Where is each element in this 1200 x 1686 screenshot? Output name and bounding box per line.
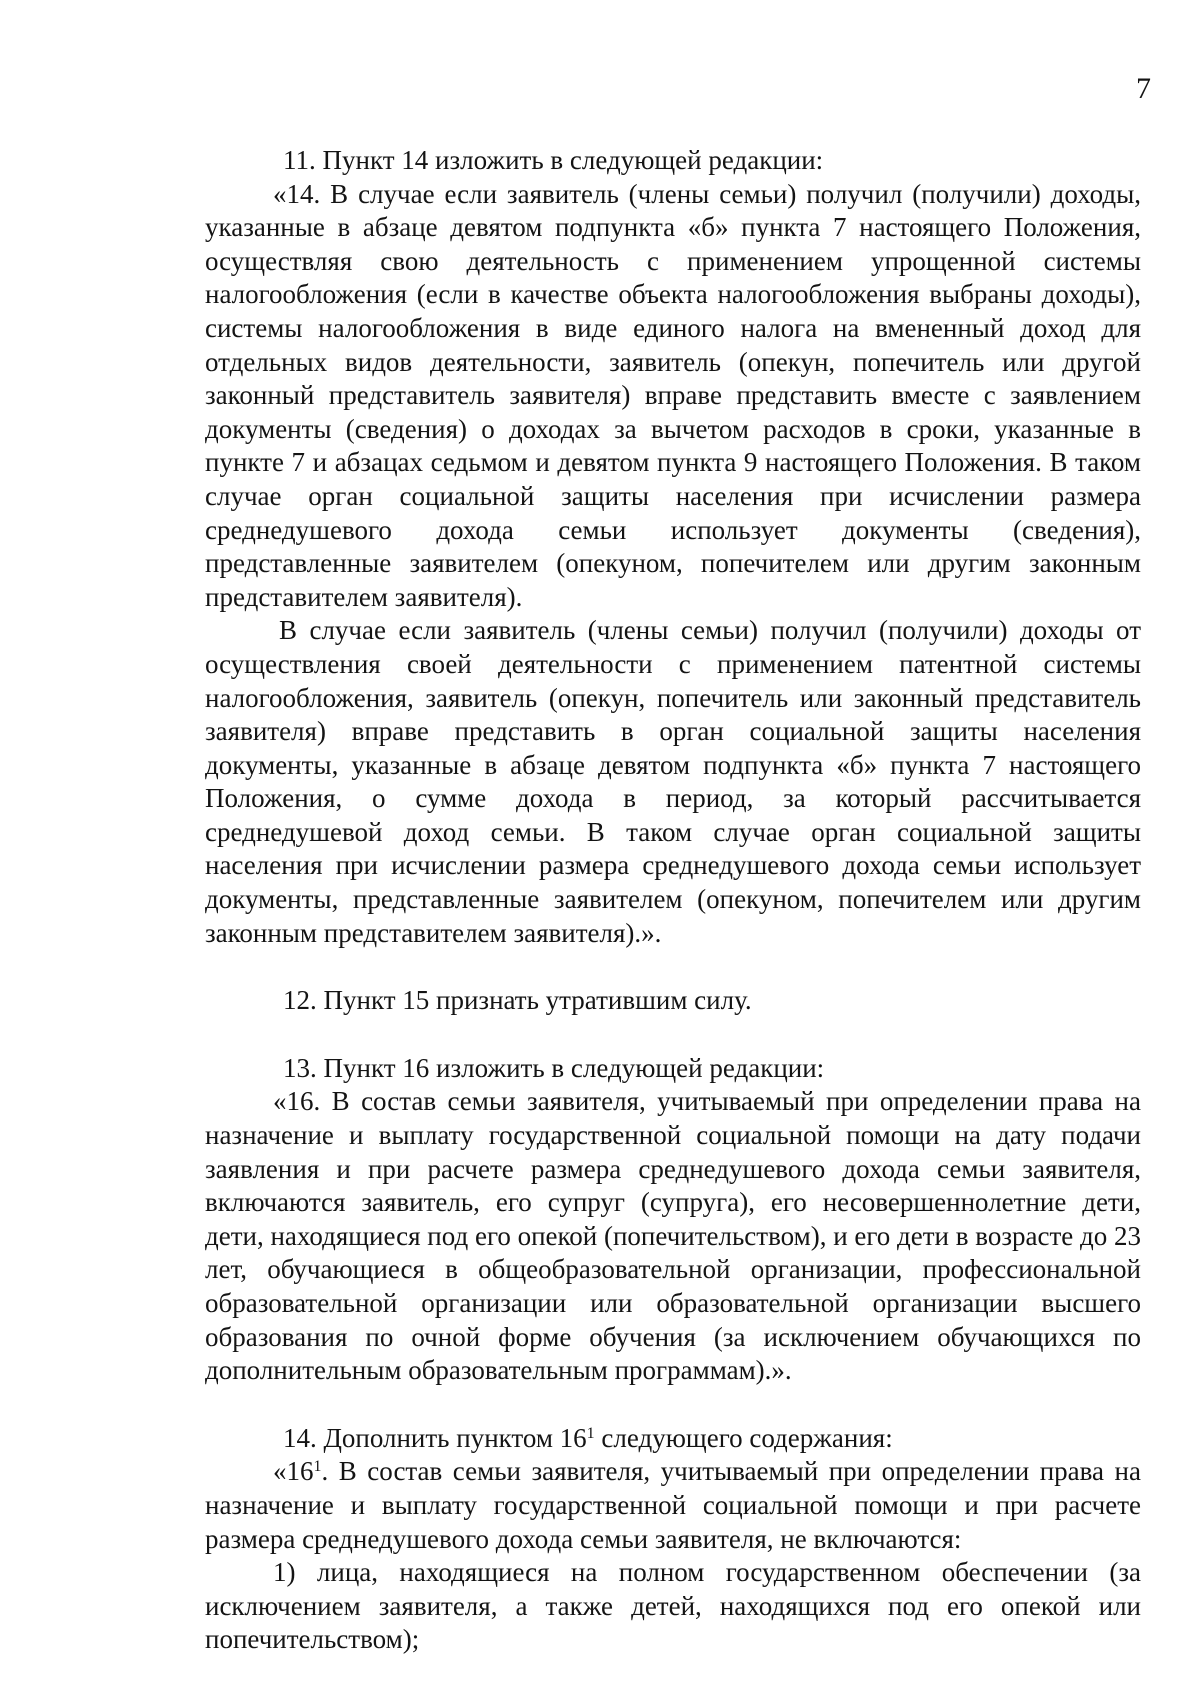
item-14-heading-text: 14. Дополнить пунктом 16 (283, 1422, 587, 1453)
item-11-paragraph-1: «14. В случае если заявитель (члены семьи) получил (получили) доходы, указанные в абзаце девятом подпункта «б» пункта 7 настоящего Положения, осуществляя свою деятельность с применением упрощенной системы налогообложения (если в качестве объекта налогообложения выбраны доходы), системы налогообложения в виде единого налога на вмененный доход для отдельных видов деятельности, заявитель (опекун, попечитель или другой законный представитель заявителя) вправе представить вместе с заявлением документы (сведения) о доходах за вычетом расходов в сроки, указанные в пункте 7 и абзацах седьмом и девятом пункта 9 настоящего Положения. В таком случае орган социальной защиты населения при исчислении размера среднедушевого дохода семьи использует документы (сведения), представленные заявителем (опекуном, попечителем или другим законным представителем заявителя). (205, 178, 1141, 612)
item-13-paragraph-1: «16. В состав семьи заявителя, учитываемый при определении права на назначение и выплату государственной социальной помощи на дату подачи заявления и при расчете размера среднедушевого дохода семьи заявителя, включаются заявитель, его супруг (супруга), его несовершеннолетние дети, дети, находящиеся под его опекой (попечительством), и его дети в возрасте до 23 лет, обучающиеся в общеобразовательной организации, профессиональной образовательной организации или образовательной организации высшего образования по очной форме обучения (за исключением обучающихся по дополнительным образовательным программам).». (205, 1086, 1141, 1386)
item-14-heading-superscript: 1 (586, 1424, 595, 1442)
item-14-quote-start: «16 (273, 1456, 314, 1487)
page-number: 7 (1136, 72, 1151, 105)
document-body (205, 144, 1141, 1657)
item-14-quote-superscript: 1 (313, 1458, 322, 1476)
item-14-quote-text: . В состав семьи заявителя, учитываемый при определении права на назначение и выплату государственной социальной помощи и при расчете размера среднедушевого дохода семьи заявителя, не включаются: (205, 1456, 1141, 1554)
item-11-heading: 11. Пункт 14 изложить в следующей редакции: (283, 145, 824, 175)
item-12-heading: 12. Пункт 15 признать утратившим силу. (283, 985, 752, 1016)
item-11-paragraph-2: В случае если заявитель (члены семьи) получил (получили) доходы от осуществления своей деятельности с применением патентной системы налогообложения, заявитель (опекун, попечитель или законный представитель заявителя) вправе представить в орган социальной защиты населения документы, указанные в абзаце девятом подпункта «б» пункта 7 настоящего Положения, о сумме дохода в период, за который рассчитывается среднедушевой доход семьи. В таком случае орган социальной защиты населения при исчислении размера среднедушевого дохода семьи использует документы, представленные заявителем (опекуном, попечителем или другим законным представителем заявителя).». (205, 615, 1141, 948)
item-14-paragraph-1 (205, 1455, 1141, 1556)
item-14-heading (205, 1422, 1141, 1456)
item-14-heading-tail: следующего содержания: (594, 1422, 893, 1453)
item-14-list-item-1: 1) лица, находящиеся на полном государственном обеспечении (за исключением заявителя, а также детей, находящихся под его опекой или попечительством); (205, 1557, 1141, 1655)
item-13-heading: 13. Пункт 16 изложить в следующей редакции: (283, 1052, 825, 1083)
